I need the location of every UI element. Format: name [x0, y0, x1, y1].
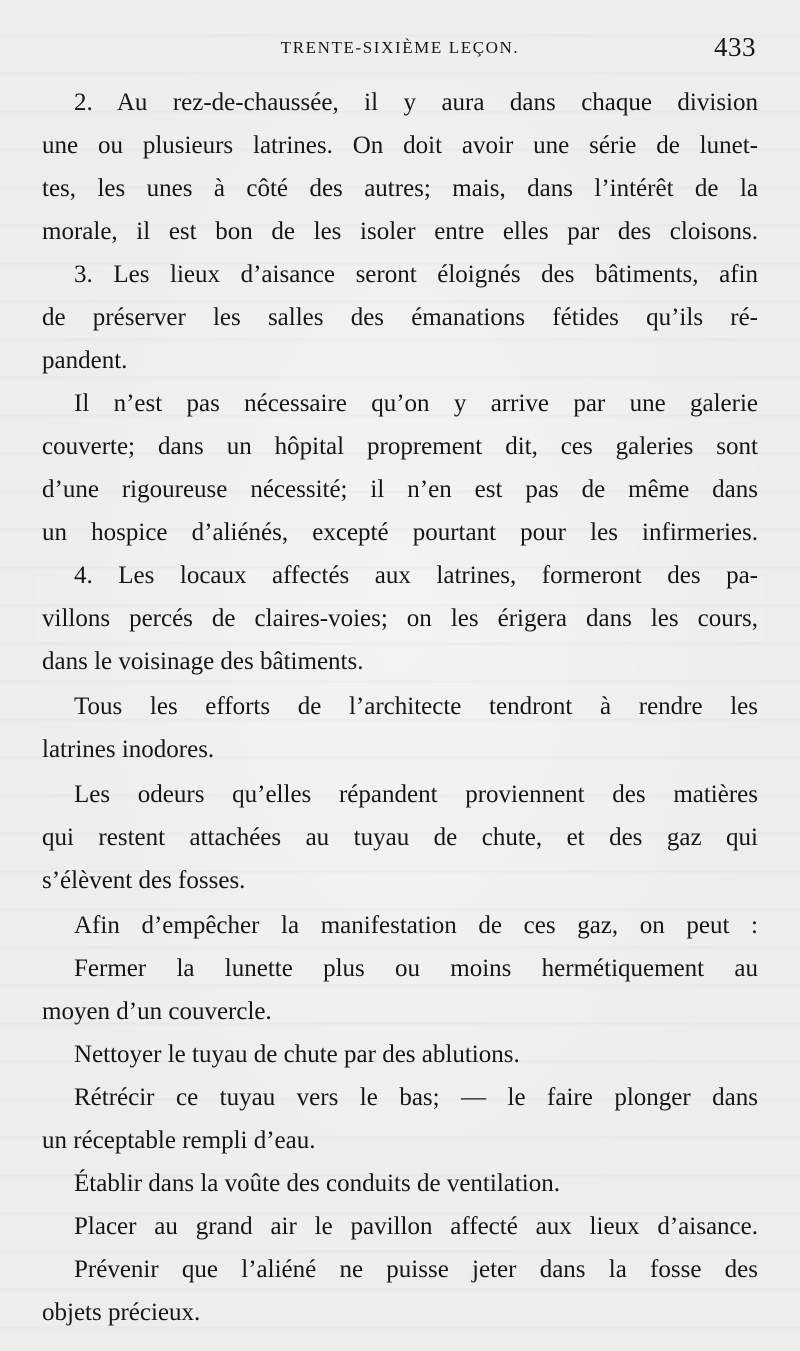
text-line: Rétrécir ce tuyau vers le bas; — le faire plonger dans [74, 1084, 758, 1111]
text-line: un hospice d’aliénés, excepté pourtant pour les infirmeries. [42, 519, 758, 546]
paragraph-3 [42, 253, 758, 382]
text-line: morale, il est bon de les isoler entre elles par des cloisons. [42, 218, 758, 245]
paragraph-odeurs [42, 773, 758, 902]
body-text [42, 81, 758, 1334]
text-line: Fermer la lunette plus ou moins hermétiquement au [74, 955, 758, 982]
paragraph-prevenir [42, 1248, 758, 1334]
page-number: 433 [714, 32, 756, 62]
text-line: Nettoyer le tuyau de chute par des ablutions. [74, 1041, 520, 1068]
paragraph-afin [42, 904, 758, 947]
text-line: villons percés de claires-voies; on les érigera dans les cours, [42, 605, 758, 632]
text-line: Placer au grand air le pavillon affecté aux lieux d’aisance. [74, 1213, 758, 1240]
text-line: objets précieux. [42, 1299, 201, 1326]
paragraph-2 [42, 81, 758, 253]
text-line: Établir dans la voûte des conduits de ventilation. [74, 1170, 560, 1197]
text-line: 3. Les lieux d’aisance seront éloignés des bâtiments, afin [74, 261, 758, 288]
text-line: 2. Au rez-de-chaussée, il y aura dans chaque division [74, 89, 758, 116]
text-line: moyen d’un couvercle. [42, 998, 272, 1025]
text-line: Les odeurs qu’elles répandent proviennent des matières [74, 781, 758, 808]
text-line: un réceptable rempli d’eau. [42, 1127, 316, 1154]
text-line: 4. Les locaux affectés aux latrines, formeront des pa- [74, 562, 758, 589]
text-line: dans le voisinage des bâtiments. [42, 648, 364, 675]
text-line: de préserver les salles des émanations fétides qu’ils ré- [42, 304, 758, 331]
text-line: Tous les efforts de l’architecte tendront à rendre les [74, 693, 758, 720]
text-line: pandent. [42, 347, 128, 374]
running-header [44, 34, 756, 68]
paragraph-placer [42, 1205, 758, 1248]
paragraph-etablir [42, 1162, 758, 1205]
running-title: TRENTE-SIXIÈME LEÇON. [280, 38, 520, 57]
text-line: Il n’est pas nécessaire qu’on y arrive par une galerie [74, 390, 758, 417]
paragraph-galerie [42, 382, 758, 554]
text-line: latrines inodores. [42, 736, 215, 763]
paragraph-nettoyer [42, 1033, 758, 1076]
text-line: qui restent attachées au tuyau de chute, et des gaz qui [42, 824, 758, 851]
paragraph-efforts [42, 685, 758, 771]
text-line: tes, les unes à côté des autres; mais, dans l’intérêt de la [42, 175, 758, 202]
text-line: une ou plusieurs latrines. On doit avoir une série de lunet- [42, 132, 758, 159]
paragraph-4 [42, 554, 758, 683]
text-line: couverte; dans un hôpital proprement dit, ces galeries sont [42, 433, 758, 460]
paragraph-retrecir [42, 1076, 758, 1162]
text-line: Prévenir que l’aliéné ne puisse jeter dans la fosse des [74, 1256, 758, 1283]
text-line: Afin d’empêcher la manifestation de ces gaz, on peut : [74, 912, 758, 939]
text-line: d’une rigoureuse nécessité; il n’en est pas de même dans [42, 476, 758, 503]
text-line: s’élèvent des fosses. [42, 867, 246, 894]
paragraph-fermer [42, 947, 758, 1033]
